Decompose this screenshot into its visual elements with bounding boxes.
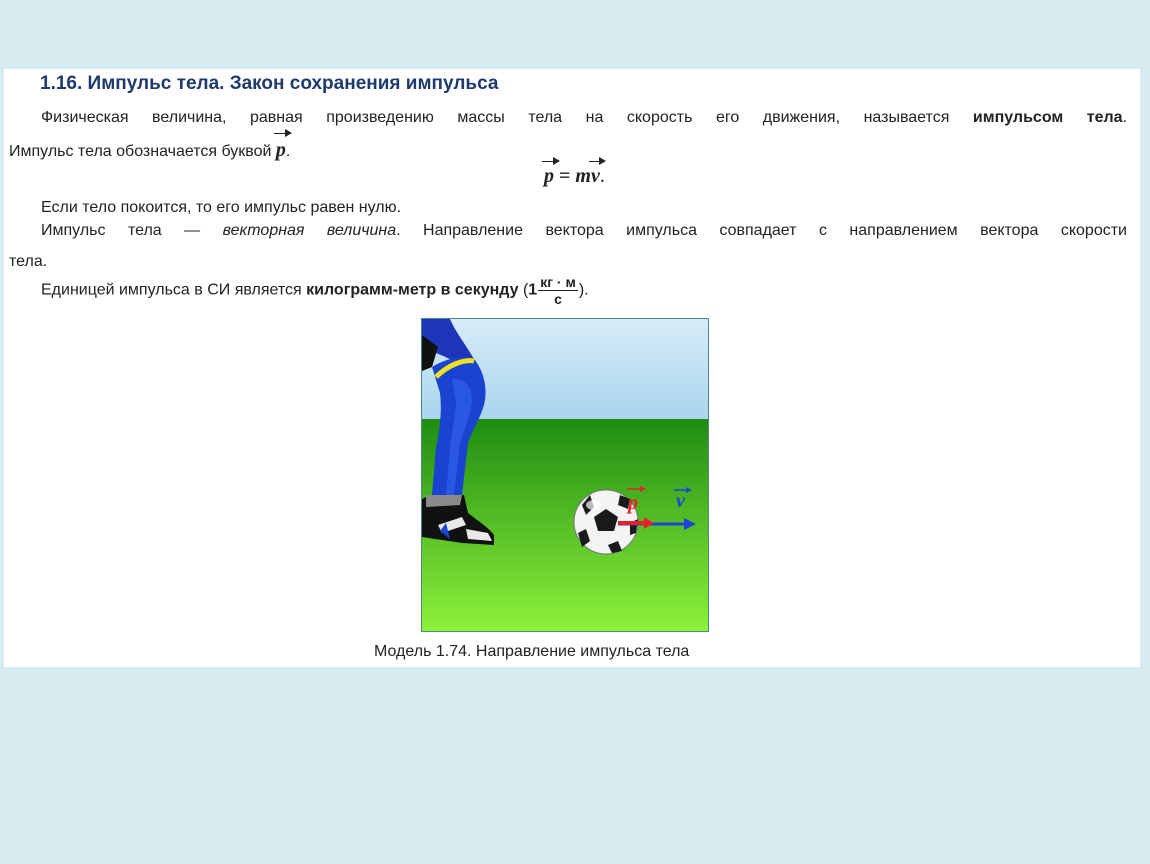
label-v: v [676, 490, 685, 512]
formula-v: v [590, 165, 600, 187]
vector-term: векторная величина [222, 222, 397, 239]
notation-end: . [285, 143, 291, 160]
kick-scene [422, 319, 709, 632]
page-title: 1.16. Импульс тела. Закон сохранения импульса [40, 73, 499, 94]
unit-numerator: кг · м [540, 274, 576, 290]
definition-term: импульсом тела [972, 109, 1123, 126]
paragraph-rest: Если тело покоится, то его импульс равен нулю. [41, 199, 402, 216]
formula-p: p [544, 165, 554, 187]
model-illustration [421, 318, 709, 632]
vector-p-symbol: p [275, 139, 286, 161]
units-text: Единицей импульса в СИ является [41, 281, 307, 299]
paren-close: ). [578, 281, 589, 299]
momentum-formula [544, 165, 605, 188]
paragraph-vector [41, 218, 1127, 244]
label-p: p [628, 492, 638, 514]
definition-end: . [1122, 109, 1128, 126]
unit-one: 1 [528, 281, 538, 299]
paragraph-units [41, 274, 589, 307]
formula-equals: = [554, 165, 576, 187]
vector-text-end: . Направление вектора импульса совпадает с направлением вектора скорости [396, 222, 1127, 239]
paragraph-notation [9, 137, 290, 165]
paren-open: ( [518, 281, 529, 299]
formula-end: . [599, 165, 605, 187]
notation-text: Импульс тела обозначается буквой [9, 143, 276, 160]
slide [4, 69, 1140, 667]
vector-text: Импульс тела — [41, 222, 223, 239]
paragraph-definition [41, 105, 1127, 131]
figure-caption: Модель 1.74. Направление импульса тела [374, 643, 690, 660]
unit-denominator: с [554, 291, 562, 307]
formula-m: m [575, 165, 591, 187]
paragraph-vector-line2: тела. [9, 253, 48, 270]
unit-fraction [538, 274, 578, 307]
definition-text: Физическая величина, равная произведению массы тела на скорость его движения, называется [41, 109, 973, 126]
units-term: килограмм-метр в секунду [306, 281, 519, 299]
